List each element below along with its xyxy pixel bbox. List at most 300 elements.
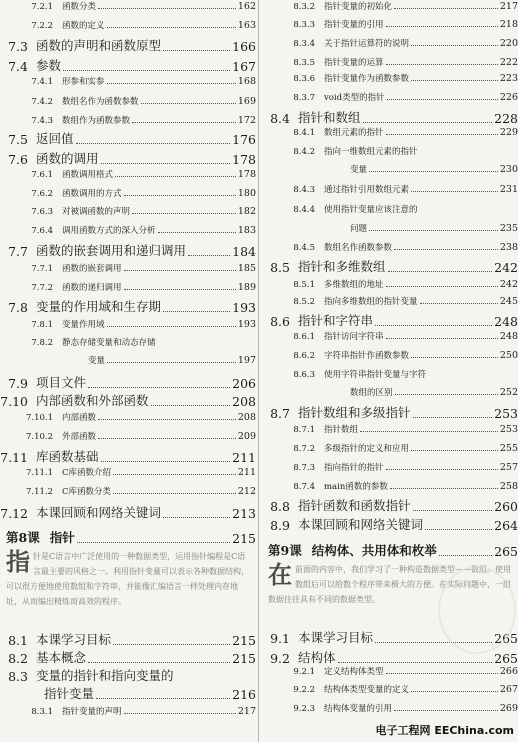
toc-entry-title: 静态存储变量和动态存储 — [62, 338, 156, 348]
toc-entry-page: 216 — [232, 687, 256, 702]
toc-entry-number: 8.7.3 — [293, 463, 315, 473]
toc-entry[interactable] — [262, 349, 518, 361]
dot-leader — [63, 70, 230, 71]
toc-entry[interactable] — [262, 203, 518, 215]
toc-entry-page: 228 — [494, 111, 518, 126]
toc-entry-page: 242 — [499, 279, 518, 290]
toc-entry-page: 260 — [494, 499, 518, 514]
toc-entry-page: 182 — [237, 206, 256, 217]
toc-entry-number: 7.6.2 — [31, 189, 53, 199]
dot-leader — [163, 311, 230, 312]
toc-entry-page: 185 — [237, 263, 256, 274]
toc-entry-number: 8.3.6 — [293, 74, 315, 84]
toc-entry[interactable] — [262, 257, 518, 275]
toc-entry-number: 7.7.2 — [31, 283, 53, 293]
intro-text: 前面的内容中，我们学习了一种构造数据类型——数组。使用数组后可以给数个程序带来极大的方便。在实际问题中，一组数据往往具有不同的数据类型。 — [268, 565, 511, 604]
toc-entry-number: 7.2.2 — [31, 21, 53, 31]
toc-entry[interactable] — [0, 168, 256, 180]
lesson-title: 结构体、共用体和枚举 — [311, 543, 437, 558]
toc-entry-number: 8.6 — [270, 314, 290, 329]
toc-entry[interactable] — [262, 423, 518, 435]
toc-entry-title: 变量的指针和指向变量的 — [36, 668, 174, 683]
toc-entry-title: 变量的作用域和生存期 — [36, 299, 162, 314]
dot-leader — [386, 338, 498, 339]
toc-entry-title: 结构体类型变量的定义 — [324, 685, 410, 695]
toc-entry[interactable] — [262, 386, 518, 398]
toc-entry-title: 函数的嵌套调用和递归调用 — [36, 243, 187, 258]
dot-leader — [386, 134, 498, 135]
toc-entry-number: 8.3.1 — [31, 707, 53, 717]
toc-entry-title: 指针和字符串 — [298, 313, 374, 328]
toc-entry-page: 220 — [499, 38, 518, 49]
toc-entry-title: 问题 — [350, 224, 368, 234]
toc-entry-page: 169 — [237, 96, 256, 107]
toc-entry-number: 8.4.5 — [293, 243, 315, 253]
dot-leader — [101, 461, 231, 462]
toc-entry[interactable] — [0, 466, 256, 478]
toc-entry-page: 269 — [499, 703, 518, 714]
toc-entry-title: 本课学习目标 — [36, 632, 112, 647]
toc-entry-page: 172 — [237, 115, 256, 126]
lesson-title: 指针 — [49, 530, 75, 545]
toc-entry[interactable] — [0, 297, 256, 315]
toc-entry[interactable] — [0, 503, 256, 521]
toc-entry[interactable] — [0, 666, 256, 684]
toc-entry-page: 184 — [232, 244, 256, 259]
toc-entry-number: 8.7 — [270, 406, 290, 421]
toc-entry-title: 定义结构体类型 — [324, 667, 384, 677]
toc-entry-page: 178 — [232, 152, 256, 167]
toc-entry[interactable] — [262, 480, 518, 492]
dot-leader — [88, 387, 230, 388]
toc-entry-number: 7.8 — [8, 300, 28, 315]
toc-entry-page: 217 — [499, 1, 518, 12]
toc-entry-page: 255 — [499, 443, 518, 454]
toc-entry-page: 253 — [494, 406, 518, 421]
toc-entry-title: 变量 — [350, 165, 368, 175]
toc-entry-number: 8.3.5 — [293, 58, 315, 68]
dot-leader — [439, 555, 492, 556]
toc-entry[interactable] — [0, 318, 256, 330]
toc-entry-title: 指针变量的初始化 — [324, 2, 393, 12]
dot-leader — [394, 8, 498, 9]
toc-entry-number: 8.5.1 — [293, 280, 315, 290]
dot-leader — [188, 255, 230, 256]
dot-leader — [141, 103, 236, 104]
dot-leader — [425, 529, 492, 530]
toc-entry-number: 8.4.4 — [293, 205, 315, 215]
toc-entry[interactable] — [0, 241, 256, 259]
toc-entry-page: 242 — [494, 260, 518, 275]
toc-entry-title: 数组元素的指针 — [324, 128, 384, 138]
toc-entry-title: 本课回顾和网络关键词 — [298, 517, 424, 532]
toc-entry-number: 7.4 — [8, 59, 28, 74]
toc-entry-number: 7.8.1 — [31, 320, 53, 330]
dot-leader — [363, 122, 493, 123]
toc-entry-number: 7.6.4 — [31, 226, 53, 236]
toc-entry[interactable] — [262, 311, 518, 329]
toc-entry-page: 257 — [499, 462, 518, 473]
toc-entry[interactable] — [262, 403, 518, 421]
toc-entry-page: 253 — [499, 424, 518, 435]
toc-entry-title: 函数的嵌套调用 — [62, 264, 122, 274]
toc-entry-number: 7.11.2 — [25, 487, 53, 497]
toc-entry-title: 结构体 — [298, 650, 336, 665]
dot-leader — [113, 493, 236, 494]
toc-entry-page: 211 — [237, 467, 256, 478]
toc-entry[interactable] — [262, 0, 518, 12]
toc-entry-page: 226 — [499, 92, 518, 103]
dot-leader — [115, 176, 236, 177]
lesson-label: 第8课 — [6, 530, 40, 545]
toc-entry[interactable] — [0, 281, 256, 293]
toc-entry[interactable] — [0, 373, 256, 391]
dot-leader — [77, 542, 230, 543]
dot-leader — [411, 80, 498, 81]
toc-entry-title: void类型的指针 — [324, 93, 385, 103]
toc-entry-page: 235 — [499, 223, 518, 234]
dot-leader — [124, 270, 236, 271]
toc-entry[interactable] — [0, 336, 256, 348]
toc-entry[interactable] — [262, 183, 518, 195]
toc-entry-number: 7.4.1 — [31, 77, 53, 87]
toc-entry-number: 7.10.2 — [25, 432, 53, 442]
column-divider — [258, 0, 259, 742]
dot-leader — [386, 64, 498, 65]
toc-entry-number: 7.4.2 — [31, 97, 53, 107]
toc-entry-number: 9.2.3 — [293, 704, 315, 714]
toc-entry-page: 231 — [499, 184, 518, 195]
toc-entry-number: 8.3.2 — [293, 2, 315, 12]
toc-entry-title: 使用指针变量应该注意的 — [324, 205, 418, 215]
dot-leader — [338, 662, 493, 663]
toc-entry-page: 211 — [232, 450, 256, 465]
toc-entry[interactable] — [262, 515, 518, 533]
toc-entry[interactable] — [262, 702, 518, 714]
toc-entry[interactable] — [262, 91, 518, 103]
toc-entry[interactable] — [0, 114, 256, 126]
toc-entry-number: 9.2 — [270, 651, 290, 666]
toc-entry-number: 8.5.2 — [293, 297, 315, 307]
toc-entry[interactable] — [0, 187, 256, 199]
toc-entry-title: 多维数组的地址 — [324, 280, 384, 290]
dot-leader — [76, 143, 231, 144]
toc-entry-page: 238 — [499, 242, 518, 253]
toc-entry-title: 指针访问字符串 — [324, 332, 384, 342]
toc-entry-page: 250 — [499, 350, 518, 361]
toc-entry-page: 189 — [237, 282, 256, 293]
toc-entry[interactable] — [262, 56, 518, 68]
toc-entry-number: 7.6.1 — [31, 170, 53, 180]
toc-entry-page: 248 — [494, 314, 518, 329]
toc-entry[interactable] — [0, 262, 256, 274]
toc-entry-number: 7.10.1 — [25, 413, 53, 423]
dot-leader — [113, 644, 230, 645]
toc-entry-title: main函数的参数 — [324, 482, 388, 492]
toc-entry[interactable] — [0, 648, 256, 666]
toc-entry-number: 9.2.2 — [293, 685, 315, 695]
lesson-heading[interactable] — [0, 528, 256, 546]
toc-entry-page: 248 — [499, 331, 518, 342]
toc-entry-page: 213 — [232, 506, 256, 521]
toc-entry[interactable] — [0, 630, 256, 648]
lesson-intro — [6, 549, 252, 627]
toc-entry-title: 本课学习目标 — [298, 630, 374, 645]
dot-leader — [394, 710, 498, 711]
toc-entry-title: 字符串指针作函数参数 — [324, 351, 410, 361]
toc-entry-title: 使用字符串指针变量与字符 — [324, 370, 427, 380]
dot-leader — [411, 357, 498, 358]
lesson-heading[interactable] — [262, 541, 518, 559]
toc-entry-page: 208 — [237, 412, 256, 423]
toc-entry[interactable] — [0, 411, 256, 423]
toc-entry[interactable] — [262, 126, 518, 138]
dot-leader — [390, 488, 498, 489]
toc-entry[interactable] — [0, 36, 256, 54]
toc-entry-number: 7.9 — [8, 376, 28, 391]
toc-entry[interactable] — [0, 75, 256, 87]
toc-entry-page: 212 — [237, 486, 256, 497]
toc-entry-title: 本课回顾和网络关键词 — [36, 505, 162, 520]
dot-leader — [369, 230, 498, 231]
toc-entry[interactable] — [262, 37, 518, 49]
toc-entry-number: 7.8.2 — [31, 338, 53, 348]
toc-entry-title: 数组名作为函数参数 — [62, 97, 139, 107]
toc-entry-page: 162 — [237, 1, 256, 12]
toc-entry[interactable] — [0, 705, 256, 717]
toc-entry-number: 8.3.7 — [293, 93, 315, 103]
toc-entry-title: 数组名作函数参数 — [324, 243, 393, 253]
toc-entry-page: 193 — [237, 319, 256, 330]
toc-entry-title: 变量 — [88, 356, 106, 366]
toc-entry-number: 7.5 — [8, 132, 28, 147]
toc-entry-title: 基本概念 — [36, 650, 87, 665]
toc-entry-title: 返回值 — [36, 131, 74, 146]
toc-entry[interactable] — [262, 461, 518, 473]
toc-entry-page: 163 — [237, 20, 256, 31]
watermark-circle — [438, 566, 516, 654]
dot-leader — [158, 232, 236, 233]
dot-leader — [375, 325, 492, 326]
toc-entry-page: 193 — [232, 300, 256, 315]
toc-entry-page: 178 — [237, 169, 256, 180]
dot-leader — [98, 419, 236, 420]
toc-entry-number: 8.7.4 — [293, 482, 315, 492]
dot-leader — [420, 303, 498, 304]
toc-entry-title: 数组作为函数参数 — [62, 116, 131, 126]
toc-entry-page: 265 — [494, 631, 518, 646]
toc-entry[interactable] — [0, 129, 256, 147]
toc-entry-title: 函数分类 — [62, 2, 97, 12]
toc-entry-number: 7.12 — [0, 506, 28, 521]
toc-entry-number: 8.7.1 — [293, 425, 315, 435]
dot-leader — [387, 99, 498, 100]
toc-entry[interactable] — [262, 241, 518, 253]
lesson-label: 第9课 — [268, 543, 302, 558]
dot-leader — [388, 271, 493, 272]
intro-text: 针是C语言中广泛使用的一种数据类型，运用指针编程是C语言最主要的风格之一。利用指针变量可以表示各种数据结构，可以很方便地使用数组和字符串，并能像汇编语言一样处理内存地址，从而编出精炼而高效的程序。 — [6, 552, 249, 606]
toc-entry-title: 关于指针运算符的说明 — [324, 39, 410, 49]
toc-entry-title: 函数的调用 — [36, 151, 99, 166]
toc-entry[interactable] — [0, 447, 256, 465]
toc-entry-title: 指针变量的声明 — [62, 707, 122, 717]
toc-entry[interactable] — [0, 430, 256, 442]
toc-entry-title: 指向指针的指针 — [324, 463, 384, 473]
toc-entry-number: 8.8 — [270, 499, 290, 514]
toc-entry-page: 218 — [499, 19, 518, 30]
toc-entry-number: 7.11.1 — [25, 468, 53, 478]
toc-entry[interactable] — [262, 145, 518, 157]
toc-entry-title: 指针数组和多级指针 — [298, 405, 411, 420]
dot-leader — [124, 713, 236, 714]
toc-entry[interactable] — [262, 496, 518, 514]
dot-leader — [386, 26, 498, 27]
toc-entry-page: 206 — [232, 376, 256, 391]
dot-leader — [113, 474, 236, 475]
toc-entry-page: 264 — [494, 518, 518, 533]
toc-entry-title: 项目文件 — [36, 375, 87, 390]
toc-entry-number: 8.9 — [270, 518, 290, 533]
toc-entry-page: 265 — [494, 651, 518, 666]
toc-entry-number: 8.4.1 — [293, 128, 315, 138]
dot-leader — [107, 27, 236, 28]
toc-entry-number: 8.4.3 — [293, 185, 315, 195]
toc-entry-page: 176 — [232, 132, 256, 147]
toc-entry-title: 指针变量的运算 — [324, 58, 384, 68]
toc-entry[interactable] — [0, 95, 256, 107]
toc-entry-title: 变量作用域 — [62, 320, 105, 330]
toc-entry-page: 183 — [237, 225, 256, 236]
toc-entry-page: 167 — [232, 59, 256, 74]
toc-entry[interactable] — [262, 330, 518, 342]
toc-entry[interactable] — [0, 0, 256, 12]
dot-leader — [163, 50, 230, 51]
toc-entry[interactable] — [0, 391, 256, 409]
toc-entry-page: 168 — [237, 76, 256, 87]
toc-entry-page: 215 — [232, 651, 256, 666]
dot-leader — [101, 163, 231, 164]
toc-entry[interactable] — [0, 485, 256, 497]
toc-entry[interactable] — [0, 19, 256, 31]
toc-entry[interactable] — [262, 295, 518, 307]
toc-entry-page: 180 — [237, 188, 256, 199]
toc-entry[interactable] — [0, 205, 256, 217]
dot-leader — [411, 45, 498, 46]
toc-entry-title: 外部函数 — [62, 432, 97, 442]
toc-entry-title: 库函数基础 — [36, 449, 99, 464]
toc-entry-title: 函数调用的方式 — [62, 189, 122, 199]
toc-entry[interactable] — [262, 222, 518, 234]
toc-entry-page: 245 — [499, 296, 518, 307]
toc-entry-title: 指针数组 — [324, 425, 359, 435]
toc-entry-number: 8.6.1 — [293, 332, 315, 342]
watermark-text: 电子工程网 EEChina.com — [375, 724, 514, 737]
toc-entry-page: 209 — [237, 431, 256, 442]
dot-leader — [413, 417, 493, 418]
toc-entry-number: 8.4 — [270, 111, 290, 126]
toc-entry-number: 7.6 — [8, 152, 28, 167]
toc-entry-page: 166 — [232, 39, 256, 54]
toc-entry-title: 函数调用格式 — [62, 170, 114, 180]
dot-leader — [132, 213, 236, 214]
toc-entry-title: 函数的声明和函数原型 — [36, 38, 162, 53]
dot-leader — [132, 122, 236, 123]
toc-entry-page: 217 — [237, 706, 256, 717]
toc-entry-title: 函数的定义 — [62, 21, 105, 31]
toc-entry-page: 266 — [499, 666, 518, 677]
toc-entry-number: 7.10 — [0, 394, 28, 409]
toc-entry[interactable] — [262, 18, 518, 30]
lesson-page: 215 — [232, 531, 256, 546]
toc-entry-title: 形参和实参 — [62, 77, 105, 87]
toc-entry-title: 指针函数和函数指针 — [298, 498, 411, 513]
toc-entry-number: 9.1 — [270, 631, 290, 646]
dot-leader — [386, 673, 498, 674]
toc-entry[interactable] — [262, 368, 518, 380]
toc-entry[interactable] — [262, 665, 518, 677]
drop-cap: 指 — [6, 547, 30, 576]
toc-entry-title: 指针变量的引用 — [324, 20, 384, 30]
toc-entry-number: 8.5 — [270, 260, 290, 275]
dot-leader — [395, 394, 498, 395]
dot-leader — [98, 438, 236, 439]
toc-entry[interactable] — [0, 354, 256, 366]
toc-entry-title: 指向多维数组的指针变量 — [324, 297, 418, 307]
toc-entry-title: 对被调函数的声明 — [62, 207, 131, 217]
dot-leader — [107, 362, 236, 363]
toc-entry-number: 7.7 — [8, 244, 28, 259]
toc-entry-title: 结构体变量的引用 — [324, 704, 393, 714]
toc-entry-page: 215 — [232, 633, 256, 648]
toc-entry-title: C库函数分类 — [62, 487, 112, 497]
toc-entry-title: 调用函数方式的深入分析 — [62, 226, 156, 236]
toc-entry[interactable] — [0, 224, 256, 236]
toc-entry[interactable] — [262, 442, 518, 454]
toc-left-column — [0, 0, 256, 742]
dot-leader — [394, 249, 498, 250]
toc-entry-number: 7.2.1 — [31, 2, 53, 12]
toc-entry-number: 8.2 — [8, 651, 28, 666]
toc-entry-number: 7.4.3 — [31, 116, 53, 126]
toc-entry-title: 指向一维数组元素的指针 — [324, 147, 418, 157]
toc-entry-number: 8.4.2 — [293, 147, 315, 157]
toc-entry[interactable] — [262, 683, 518, 695]
toc-entry[interactable] — [262, 72, 518, 84]
toc-entry[interactable] — [0, 684, 256, 702]
toc-entry-page: 252 — [499, 387, 518, 398]
toc-entry-number: 7.11 — [0, 450, 28, 465]
toc-entry[interactable] — [262, 108, 518, 126]
dot-leader — [107, 326, 236, 327]
toc-entry[interactable] — [262, 278, 518, 290]
dot-leader — [151, 405, 231, 406]
toc-entry-title: 参数 — [36, 58, 62, 73]
toc-entry-number: 8.3.3 — [293, 20, 315, 30]
dot-leader — [386, 469, 498, 470]
toc-entry[interactable] — [0, 149, 256, 167]
dot-leader — [411, 450, 498, 451]
toc-entry-page: 222 — [499, 57, 518, 68]
dot-leader — [88, 662, 230, 663]
toc-entry-number: 8.3 — [8, 669, 28, 684]
toc-entry-page: 197 — [237, 355, 256, 366]
toc-entry-number: 8.6.2 — [293, 351, 315, 361]
toc-entry-title: 指针和数组 — [298, 110, 361, 125]
dot-leader — [360, 431, 498, 432]
toc-entry[interactable] — [262, 163, 518, 175]
lesson-page: 265 — [494, 544, 518, 559]
toc-entry[interactable] — [0, 56, 256, 74]
